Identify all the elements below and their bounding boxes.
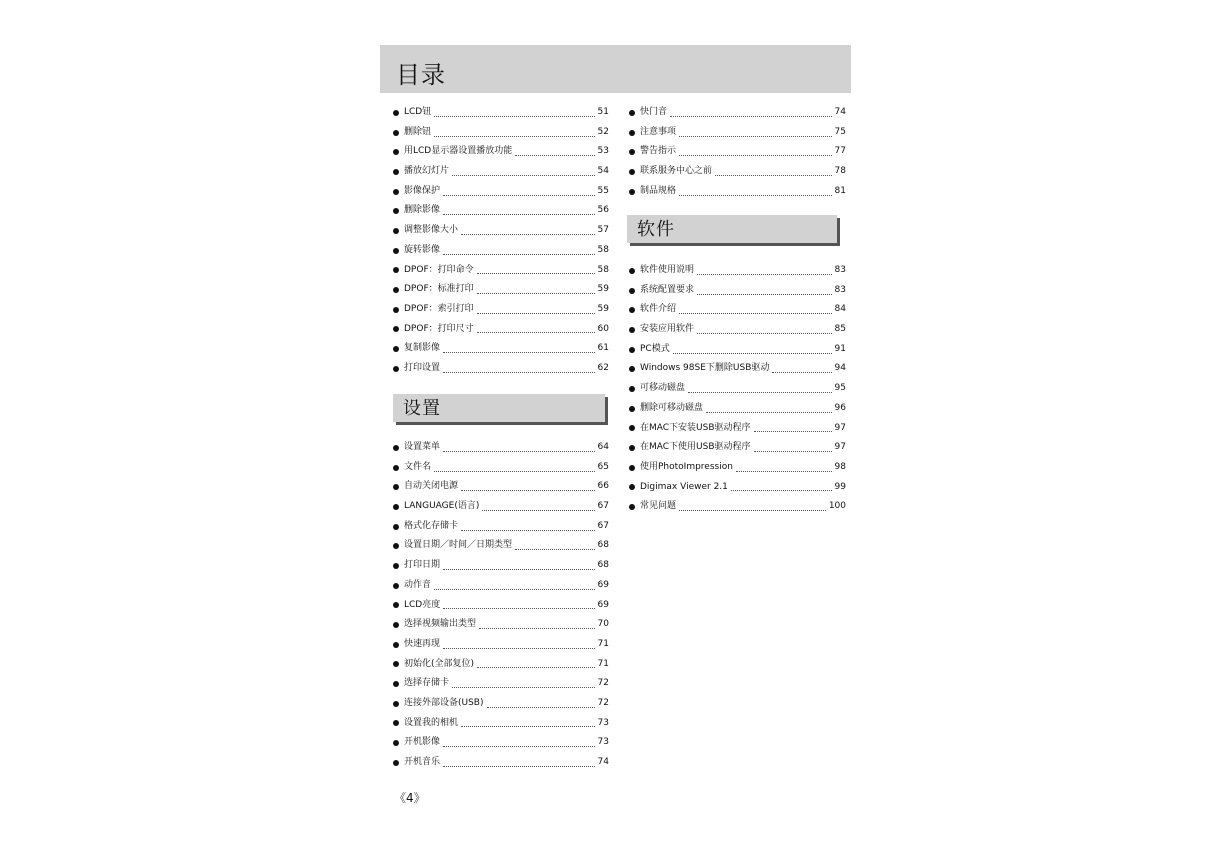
toc-entry-label: 删除钮: [404, 126, 432, 137]
toc-entry-label: 快门音: [640, 107, 668, 117]
bullet-icon: [393, 248, 399, 254]
dot-leader: [461, 233, 595, 235]
bullet-icon: [393, 661, 399, 667]
dot-leader: [679, 312, 832, 314]
bullet-icon: [393, 267, 399, 273]
dot-leader: [434, 135, 595, 137]
dot-leader: [477, 292, 595, 294]
toc-entry-page: 75: [834, 126, 846, 137]
toc-entry-page: 64: [597, 442, 609, 452]
toc-entry[interactable]: [393, 280, 609, 300]
dot-leader: [754, 430, 832, 432]
toc-entry-page: 69: [597, 579, 609, 590]
dot-leader: [443, 765, 595, 767]
dot-leader: [443, 647, 595, 649]
toc-entry[interactable]: [629, 182, 846, 202]
toc-entry-page: 71: [597, 638, 609, 649]
toc-entry-label: 安装应用软件: [640, 324, 695, 335]
dot-leader: [477, 312, 595, 314]
dot-leader: [443, 450, 595, 452]
bullet-icon: [393, 169, 399, 175]
dot-leader: [477, 331, 595, 333]
toc-entry-label: DPOF：索引打印: [404, 303, 474, 314]
toc-entry-page: 59: [597, 303, 609, 314]
toc-entry[interactable]: [629, 103, 846, 123]
dot-leader: [443, 351, 595, 353]
toc-entry-label: 警告指示: [640, 146, 677, 157]
toc-entry-label: 开机影像: [404, 737, 441, 748]
toc-entry[interactable]: [393, 576, 609, 596]
toc-list-misc: [629, 103, 846, 201]
toc-entry-label: 快速再现: [404, 638, 441, 649]
bullet-icon: [629, 268, 635, 274]
toc-entry-page: 52: [597, 126, 609, 137]
toc-entry[interactable]: [629, 340, 846, 360]
dot-leader: [443, 213, 595, 215]
toc-entry[interactable]: [393, 596, 609, 616]
dot-leader: [443, 607, 594, 609]
dot-leader: [461, 529, 595, 531]
contents-header-bar: [380, 45, 851, 93]
toc-entry[interactable]: [393, 438, 609, 458]
page-title: 目录: [396, 61, 446, 89]
dot-leader: [679, 154, 832, 156]
toc-entry-label: 联系服务中心之前: [640, 166, 713, 177]
bullet-icon: [629, 307, 635, 313]
toc-entry[interactable]: [393, 339, 609, 359]
toc-entry-label: 常见问题: [640, 501, 677, 512]
toc-entry-page: 57: [597, 225, 609, 236]
toc-entry[interactable]: [629, 142, 846, 162]
bullet-icon: [629, 366, 635, 372]
toc-entry-label: 使用PhotoImpression: [640, 461, 733, 472]
toc-entry[interactable]: [629, 458, 846, 478]
dot-leader: [731, 489, 832, 491]
toc-entry-page: 74: [834, 107, 846, 117]
section-header-settings: [393, 394, 605, 422]
dot-leader: [688, 391, 832, 393]
toc-entry[interactable]: [393, 320, 609, 340]
toc-entry-page: 59: [597, 284, 609, 295]
toc-entry[interactable]: [629, 419, 846, 439]
toc-entry-label: 打印日期: [404, 560, 441, 571]
dot-leader: [754, 450, 832, 452]
dot-leader: [482, 509, 594, 511]
dot-leader: [487, 706, 595, 708]
toc-entry[interactable]: [629, 438, 846, 458]
toc-entry-page: 67: [597, 520, 609, 531]
section-title-settings: 设置: [403, 398, 441, 419]
toc-entry-page: 81: [834, 185, 846, 196]
toc-entry-label: 用LCD显示器设置播放功能: [404, 146, 513, 157]
toc-entry-page: 58: [597, 244, 609, 255]
bullet-icon: [393, 642, 399, 648]
dot-leader: [679, 509, 826, 511]
toc-entry-label: LCD亮度: [404, 599, 441, 610]
toc-entry-label: 可移动磁盘: [640, 383, 686, 394]
bullet-icon: [393, 701, 399, 707]
toc-entry-page: 97: [834, 422, 846, 433]
toc-entry-page: 66: [597, 481, 609, 492]
bullet-icon: [393, 622, 399, 628]
bullet-icon: [393, 543, 399, 549]
section-title-software: 软件: [637, 219, 675, 240]
toc-entry[interactable]: [393, 536, 609, 556]
toc-entry-label: 影像保护: [404, 185, 441, 196]
toc-entry[interactable]: [393, 300, 609, 320]
toc-entry[interactable]: [629, 261, 846, 281]
toc-entry[interactable]: [629, 379, 846, 399]
toc-entry-page: 100: [828, 501, 846, 512]
toc-entry-label: 文件名: [404, 461, 432, 472]
toc-entry[interactable]: [393, 123, 609, 143]
toc-entry-label: DPOF：打印命令: [404, 264, 474, 275]
toc-entry-label: 删除可移动磁盘: [640, 402, 704, 413]
toc-entry-page: 83: [834, 265, 846, 275]
toc-entry-page: 98: [834, 461, 846, 472]
toc-entry[interactable]: [393, 517, 609, 537]
bullet-icon: [393, 228, 399, 234]
bullet-icon: [629, 149, 635, 155]
toc-entry-label: LCD钮: [404, 107, 432, 117]
toc-entry[interactable]: [393, 477, 609, 497]
toc-entry-label: 格式化存储卡: [404, 520, 459, 531]
toc-entry-label: 选择视频输出类型: [404, 619, 477, 630]
toc-entry-label: 系统配置要求: [640, 284, 695, 295]
bullet-icon: [629, 425, 635, 431]
toc-entry-page: 68: [597, 560, 609, 571]
toc-entry[interactable]: [393, 103, 609, 123]
toc-entry-page: 84: [834, 304, 846, 315]
toc-entry-label: 自动关闭电源: [404, 481, 459, 492]
toc-entry[interactable]: [393, 714, 609, 734]
toc-entry-page: 51: [597, 107, 609, 117]
toc-entry-label: 软件介绍: [640, 304, 677, 315]
bullet-icon: [393, 602, 399, 608]
toc-entry-label: Windows 98SE下删除USB驱动: [640, 363, 770, 374]
toc-list-playback: [393, 103, 609, 379]
bullet-icon: [629, 465, 635, 471]
toc-entry-label: 制品规格: [640, 185, 677, 196]
dot-leader: [443, 253, 595, 255]
toc-entry-page: 69: [597, 599, 609, 610]
toc-entry-label: 打印设置: [404, 362, 441, 373]
toc-entry-label: 在MAC下使用USB驱动程序: [640, 442, 751, 453]
toc-entry-page: 78: [834, 166, 846, 177]
bullet-icon: [629, 484, 635, 490]
toc-entry[interactable]: [393, 674, 609, 694]
bullet-icon: [393, 130, 399, 136]
toc-entry-label: 调整影像大小: [404, 225, 459, 236]
bullet-icon: [393, 484, 399, 490]
bullet-icon: [393, 287, 399, 293]
toc-entry[interactable]: [629, 281, 846, 301]
toc-entry-page: 95: [834, 383, 846, 394]
bullet-icon: [629, 169, 635, 175]
bullet-icon: [629, 110, 635, 116]
toc-entry[interactable]: [393, 733, 609, 753]
dot-leader: [477, 666, 595, 668]
toc-entry[interactable]: [393, 241, 609, 261]
toc-entry-page: 73: [597, 717, 609, 728]
dot-leader: [679, 194, 832, 196]
dot-leader: [434, 588, 595, 590]
toc-entry[interactable]: [393, 182, 609, 202]
toc-entry-label: 设置日期／时间／日期类型: [404, 540, 513, 551]
toc-entry-page: 99: [834, 481, 846, 492]
toc-entry[interactable]: [393, 635, 609, 655]
bullet-icon: [393, 740, 399, 746]
toc-entry[interactable]: [393, 142, 609, 162]
bullet-icon: [629, 347, 635, 353]
toc-entry-label: 旋转影像: [404, 244, 441, 255]
dot-leader: [461, 725, 595, 727]
toc-entry-page: 62: [597, 362, 609, 373]
toc-entry-label: 设置我的相机: [404, 717, 459, 728]
toc-entry-page: 74: [597, 757, 609, 767]
bullet-icon: [629, 386, 635, 392]
toc-entry[interactable]: [393, 694, 609, 714]
bullet-icon: [393, 465, 399, 471]
toc-entry-label: 删除影像: [404, 205, 441, 216]
toc-entry-page: 60: [597, 323, 609, 334]
bullet-icon: [629, 504, 635, 510]
toc-entry-page: 77: [834, 146, 846, 157]
toc-entry[interactable]: [393, 261, 609, 281]
toc-entry-label: 连接外部设备(USB): [404, 697, 484, 708]
toc-entry-page: 96: [834, 402, 846, 413]
bullet-icon: [393, 326, 399, 332]
toc-entry[interactable]: [629, 497, 846, 517]
toc-entry[interactable]: [393, 556, 609, 576]
toc-entry[interactable]: [393, 753, 609, 773]
toc-entry-label: 选择存储卡: [404, 678, 450, 689]
dot-leader: [736, 470, 832, 472]
toc-entry[interactable]: [393, 359, 609, 379]
toc-entry-label: PC模式: [640, 343, 670, 354]
bullet-icon: [393, 681, 399, 687]
toc-entry-page: 67: [597, 501, 609, 512]
bullet-icon: [629, 130, 635, 136]
bullet-icon: [393, 720, 399, 726]
toc-entry-page: 83: [834, 284, 846, 295]
toc-entry[interactable]: [629, 359, 846, 379]
bullet-icon: [393, 563, 399, 569]
dot-leader: [443, 371, 595, 373]
dot-leader: [697, 332, 832, 334]
toc-entry-label: 初始化(全部复位): [404, 658, 475, 669]
dot-leader: [670, 115, 832, 117]
dot-leader: [443, 745, 595, 747]
bullet-icon: [393, 110, 399, 116]
toc-entry-page: 71: [597, 658, 609, 669]
dot-leader: [477, 272, 595, 274]
dot-leader: [452, 174, 595, 176]
bullet-icon: [393, 583, 399, 589]
toc-entry[interactable]: [393, 201, 609, 221]
toc-entry-label: 播放幻灯片: [404, 166, 450, 177]
toc-entry[interactable]: [393, 458, 609, 478]
bullet-icon: [393, 760, 399, 766]
toc-entry-page: 94: [834, 363, 846, 374]
toc-entry[interactable]: [629, 320, 846, 340]
toc-entry-page: 58: [597, 264, 609, 275]
bullet-icon: [393, 366, 399, 372]
toc-entry[interactable]: [629, 162, 846, 182]
toc-entry-label: LANGUAGE(语言): [404, 501, 480, 512]
bullet-icon: [393, 149, 399, 155]
bullet-icon: [393, 346, 399, 352]
toc-entry-label: 设置菜单: [404, 442, 441, 452]
toc-entry-page: 61: [597, 343, 609, 354]
toc-entry-label: 复制影像: [404, 343, 441, 354]
toc-entry-label: 动作音: [404, 579, 432, 590]
dot-leader: [679, 135, 832, 137]
toc-entry-label: Digimax Viewer 2.1: [640, 481, 728, 492]
page-number: 《4》: [394, 791, 426, 805]
toc-entry-page: 56: [597, 205, 609, 216]
dot-leader: [443, 194, 595, 196]
bullet-icon: [629, 406, 635, 412]
toc-entry[interactable]: [629, 399, 846, 419]
dot-leader: [443, 568, 595, 570]
dot-leader: [434, 470, 595, 472]
dot-leader: [715, 174, 832, 176]
dot-leader: [479, 627, 595, 629]
toc-entry[interactable]: [629, 123, 846, 143]
dot-leader: [452, 686, 595, 688]
toc-entry-page: 97: [834, 442, 846, 453]
toc-entry[interactable]: [393, 221, 609, 241]
bullet-icon: [393, 445, 399, 451]
toc-entry-label: 注意事项: [640, 126, 677, 137]
toc-entry-page: 70: [597, 619, 609, 630]
toc-entry-page: 73: [597, 737, 609, 748]
toc-list-software: [629, 261, 846, 517]
toc-entry-label: DPOF：打印尺寸: [404, 323, 474, 334]
toc-entry-label: 在MAC下安装USB驱动程序: [640, 422, 751, 433]
toc-entry[interactable]: [629, 478, 846, 498]
bullet-icon: [629, 288, 635, 294]
dot-leader: [515, 548, 595, 550]
bullet-icon: [393, 208, 399, 214]
toc-entry-label: 软件使用说明: [640, 265, 695, 275]
bullet-icon: [629, 327, 635, 333]
dot-leader: [461, 489, 595, 491]
toc-entry-page: 91: [834, 343, 846, 354]
toc-entry-page: 54: [597, 166, 609, 177]
toc-entry[interactable]: [393, 655, 609, 675]
bullet-icon: [629, 189, 635, 195]
dot-leader: [697, 293, 832, 295]
bullet-icon: [393, 307, 399, 313]
toc-entry-page: 72: [597, 678, 609, 689]
toc-entry-page: 85: [834, 324, 846, 335]
bullet-icon: [393, 504, 399, 510]
toc-entry[interactable]: [629, 300, 846, 320]
toc-entry-label: 开机音乐: [404, 757, 441, 767]
toc-entry-page: 55: [597, 185, 609, 196]
dot-leader: [673, 352, 832, 354]
toc-entry[interactable]: [393, 497, 609, 517]
toc-entry-label: DPOF：标准打印: [404, 284, 474, 295]
toc-list-settings: [393, 438, 609, 773]
dot-leader: [706, 411, 832, 413]
dot-leader: [697, 273, 832, 275]
dot-leader: [515, 154, 594, 156]
toc-entry[interactable]: [393, 615, 609, 635]
bullet-icon: [629, 445, 635, 451]
toc-entry-page: 53: [597, 146, 609, 157]
toc-entry-page: 68: [597, 540, 609, 551]
dot-leader: [772, 371, 831, 373]
toc-entry-page: 65: [597, 461, 609, 472]
bullet-icon: [393, 189, 399, 195]
bullet-icon: [393, 524, 399, 530]
section-header-software: [627, 215, 837, 243]
toc-entry[interactable]: [393, 162, 609, 182]
dot-leader: [434, 115, 594, 117]
toc-entry-page: 72: [597, 697, 609, 708]
